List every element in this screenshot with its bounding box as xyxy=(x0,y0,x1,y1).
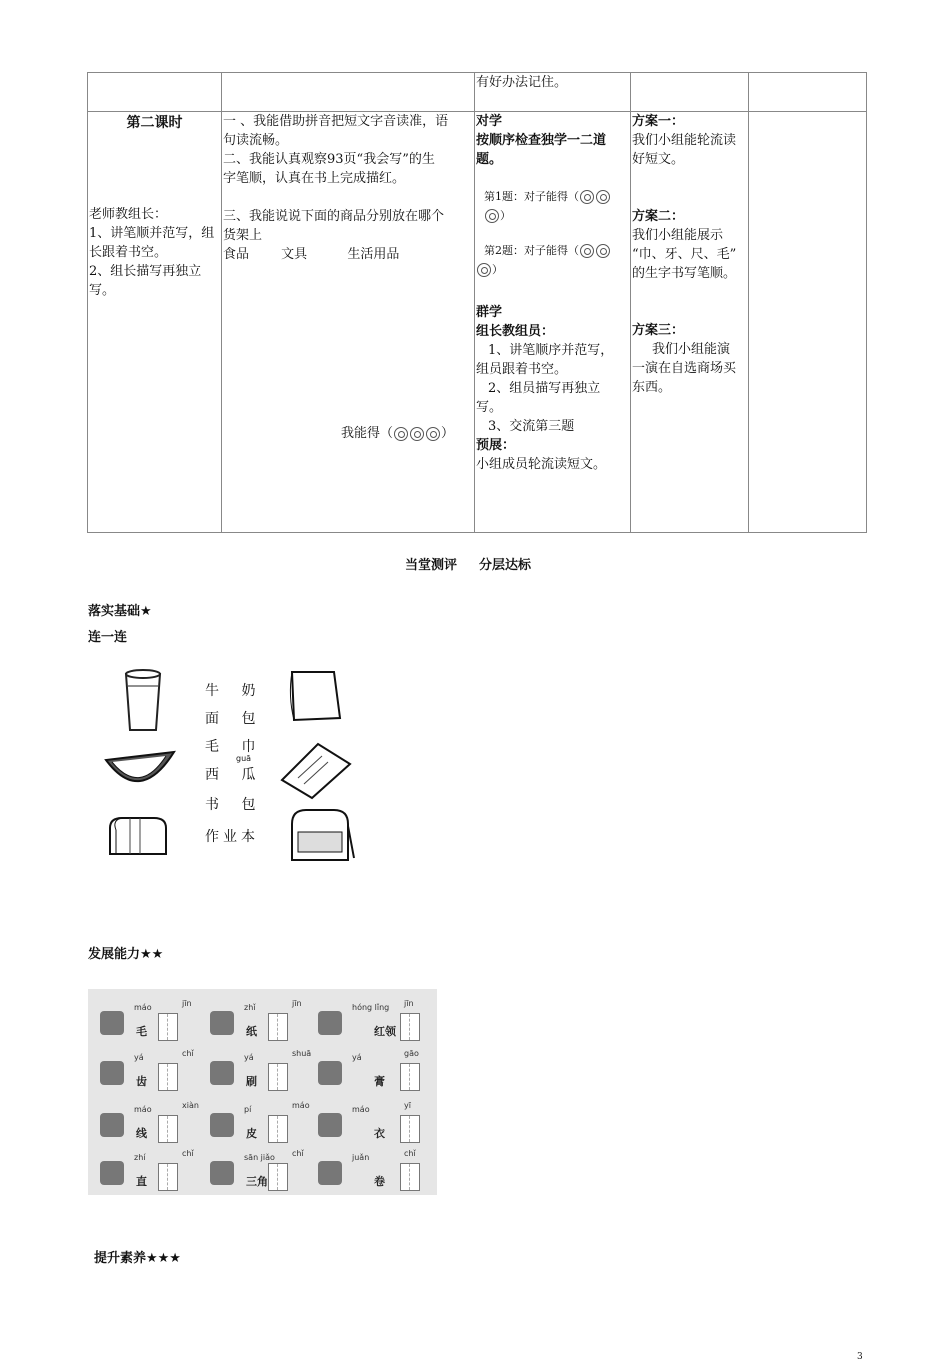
text-line: 一演在自选商场买 xyxy=(632,361,737,376)
pinyin-label: guā xyxy=(236,754,252,763)
pinyin-label: juǎn xyxy=(352,1153,370,1162)
text-line: 三、我能说说下面的商品分别放在哪个 xyxy=(223,209,445,224)
writing-item xyxy=(98,999,206,1043)
writing-item xyxy=(98,1049,206,1093)
sweater-icon xyxy=(318,1113,342,1137)
writing-exercise-panel xyxy=(88,989,437,1195)
hanzi-label: 膏 xyxy=(374,1075,385,1088)
q1-line-end: ） xyxy=(476,206,629,225)
text-line: 我们小组能演 xyxy=(652,342,731,357)
flower-icon xyxy=(394,427,408,441)
towel-icon xyxy=(286,668,346,724)
category-stationery: 文具 xyxy=(281,247,308,262)
text-line: 长跟着书空。 xyxy=(89,245,168,260)
categories xyxy=(223,245,473,264)
pinyin-label: hóng lǐng xyxy=(352,1003,390,1012)
match-word: 作业本 xyxy=(205,829,259,845)
pinyin-label: máo xyxy=(292,1101,310,1110)
text-line: 货架上 xyxy=(223,228,263,243)
section-label: 按顺序检查独学一二道 xyxy=(476,133,607,148)
writing-box[interactable] xyxy=(268,1163,288,1191)
hanzi-label: 毛 xyxy=(136,1025,147,1038)
writing-box[interactable] xyxy=(400,1013,420,1041)
section-basic-title: 落实基础★ xyxy=(88,604,152,619)
hanzi-label: 刷 xyxy=(246,1075,257,1088)
hanzi-label: 纸 xyxy=(246,1025,257,1038)
shirt-icon xyxy=(100,1011,124,1035)
section-literacy-title: 提升素养★★★ xyxy=(94,1251,181,1266)
writing-box[interactable] xyxy=(400,1115,420,1143)
table-cell: 有好办法记住。 xyxy=(475,73,631,112)
schoolbag-icon xyxy=(284,806,356,866)
category-daily: 生活用品 xyxy=(347,247,400,262)
text-line: 1、讲笔顺序并范写， xyxy=(488,343,614,358)
bread-icon xyxy=(106,814,170,860)
hanzi-label: 皮 xyxy=(246,1127,257,1140)
q1-line: 第1题：对子能得（ xyxy=(476,187,629,206)
pinyin-label: yī xyxy=(404,1101,411,1110)
section-ability-title: 发展能力★★ xyxy=(88,947,164,962)
section-label: 对学 xyxy=(476,114,503,129)
pinyin-label: gāo xyxy=(404,1049,419,1058)
writing-box[interactable] xyxy=(158,1063,178,1091)
match-word: 牛 奶 xyxy=(205,683,265,699)
writing-item xyxy=(208,1101,316,1145)
flower-icon xyxy=(410,427,424,441)
writing-item xyxy=(316,999,424,1043)
text-line: “巾、牙、尺、毛” xyxy=(632,247,737,262)
flower-icon xyxy=(426,427,440,441)
section-label: 组长教组员： xyxy=(476,324,555,339)
writing-item xyxy=(316,1049,424,1093)
text-line: 二、我能认真观察93页“我会写”的生 xyxy=(223,152,435,167)
text-line: 1、讲笔顺并范写，组 xyxy=(89,226,215,241)
q2-line-end: ） xyxy=(476,260,629,279)
flower-icon xyxy=(596,244,610,258)
text-line: 组员跟着书空。 xyxy=(476,362,568,377)
scarf-icon xyxy=(318,1011,342,1035)
toothpaste-icon xyxy=(318,1061,342,1085)
match-word: 西 瓜 xyxy=(205,767,265,783)
pinyin-label: máo xyxy=(134,1003,152,1012)
pinyin-label: yá xyxy=(134,1053,144,1062)
pinyin-label: sān jiǎo xyxy=(244,1153,275,1162)
hanzi-label: 红领 xyxy=(374,1025,396,1038)
yarn-icon xyxy=(100,1113,124,1137)
writing-box[interactable] xyxy=(400,1063,420,1091)
text-line: 2、组长描写再独立 xyxy=(89,264,202,279)
writing-box[interactable] xyxy=(158,1163,178,1191)
score-line: 我能得（ ） xyxy=(341,426,455,441)
pinyin-label: jīn xyxy=(292,999,302,1008)
writing-item xyxy=(208,999,316,1043)
pinyin-label: jīn xyxy=(404,999,414,1008)
hanzi-label: 卷 xyxy=(374,1175,385,1188)
flower-icon xyxy=(485,209,499,223)
match-word: 书 包 xyxy=(205,797,265,813)
text-line: 写。 xyxy=(89,283,116,298)
text-line: 字笔顺，认真在书上完成描红。 xyxy=(223,171,406,186)
text-line: 我们小组能轮流读 xyxy=(632,133,737,148)
category-food: 食品 xyxy=(223,247,250,262)
pinyin-label: chǐ xyxy=(292,1149,304,1158)
quiz-heading: 当堂测评 分层达标 xyxy=(405,558,532,573)
tape-measure-icon xyxy=(318,1161,342,1185)
section-basic-subtitle: 连一连 xyxy=(88,630,128,645)
plan-label: 方案三： xyxy=(632,323,685,338)
table-cell-study xyxy=(475,112,631,533)
pinyin-label: yá xyxy=(244,1053,254,1062)
lesson-table xyxy=(87,72,867,533)
flower-icon xyxy=(477,263,491,277)
tooth-icon xyxy=(100,1061,124,1085)
toothbrush-icon xyxy=(210,1061,234,1085)
pinyin-label: yá xyxy=(352,1053,362,1062)
writing-item xyxy=(98,1101,206,1145)
pinyin-label: chǐ xyxy=(404,1149,416,1158)
text-line: 东西。 xyxy=(632,380,672,395)
text-line: 3、交流第三题 xyxy=(488,419,575,434)
tissue-icon xyxy=(210,1011,234,1035)
plan-label: 方案二： xyxy=(632,209,685,224)
writing-box[interactable] xyxy=(268,1013,288,1041)
plan-label: 方案一： xyxy=(632,114,685,129)
glass-of-milk-icon xyxy=(118,668,168,734)
text-line: 小组成员轮流读短文。 xyxy=(476,457,607,472)
hanzi-label: 衣 xyxy=(374,1127,385,1140)
page-number: 3 xyxy=(857,1352,863,1362)
writing-item xyxy=(98,1149,206,1193)
writing-box[interactable] xyxy=(158,1013,178,1041)
pinyin-label: chǐ xyxy=(182,1049,194,1058)
watermelon-icon xyxy=(104,748,176,796)
hanzi-label: 三角 xyxy=(246,1175,268,1188)
hanzi-label: 线 xyxy=(136,1127,147,1140)
pinyin-label: jīn xyxy=(182,999,192,1008)
pinyin-label: xiàn xyxy=(182,1101,199,1110)
hanzi-label: 齿 xyxy=(136,1075,147,1088)
section-label: 预展： xyxy=(476,438,516,453)
text-line: 2、组员描写再独立 xyxy=(488,381,601,396)
pinyin-label: pí xyxy=(244,1105,252,1114)
text-line: 我们小组能展示 xyxy=(632,228,724,243)
flower-icon xyxy=(596,190,610,204)
text-line: 的生字书写笔顺。 xyxy=(632,266,737,281)
text-line: 句读流畅。 xyxy=(223,133,289,148)
text-line: 写。 xyxy=(476,400,503,415)
text-line: 老师教组长： xyxy=(89,207,168,222)
writing-box[interactable] xyxy=(268,1063,288,1091)
text-line: 好短文。 xyxy=(632,152,685,167)
table-cell-lesson xyxy=(88,112,222,533)
table-cell-goals xyxy=(222,112,475,533)
match-word: 面 包 xyxy=(205,711,265,727)
writing-box[interactable] xyxy=(268,1115,288,1143)
pinyin-label: zhǐ xyxy=(244,1003,256,1012)
section-label: 题。 xyxy=(476,152,503,167)
hanzi-label: 直 xyxy=(136,1175,147,1188)
pinyin-label: máo xyxy=(134,1105,152,1114)
pinyin-label: shuā xyxy=(292,1049,312,1058)
pinyin-label: máo xyxy=(352,1105,370,1114)
text-line: 一 、我能借助拼音把短文字音读准，语 xyxy=(223,114,449,129)
writing-box[interactable] xyxy=(400,1163,420,1191)
writing-item xyxy=(208,1149,316,1193)
writing-item xyxy=(316,1101,424,1145)
flower-icon xyxy=(580,244,594,258)
flower-icon xyxy=(580,190,594,204)
table-cell-plans xyxy=(631,112,749,533)
writing-box[interactable] xyxy=(158,1115,178,1143)
pinyin-label: chǐ xyxy=(182,1149,194,1158)
fur-icon xyxy=(210,1113,234,1137)
q2-line: 第2题：对子能得（ xyxy=(476,241,629,260)
writing-item xyxy=(208,1049,316,1093)
writing-item xyxy=(316,1149,424,1193)
triangle-ruler-icon xyxy=(210,1161,234,1185)
lesson-title: 第二课时 xyxy=(126,115,183,131)
section-label: 群学 xyxy=(476,305,503,320)
match-word: 毛 巾 xyxy=(205,739,265,755)
pinyin-label: zhí xyxy=(134,1153,146,1162)
notebook-icon xyxy=(278,740,354,800)
ruler-icon xyxy=(100,1161,124,1185)
